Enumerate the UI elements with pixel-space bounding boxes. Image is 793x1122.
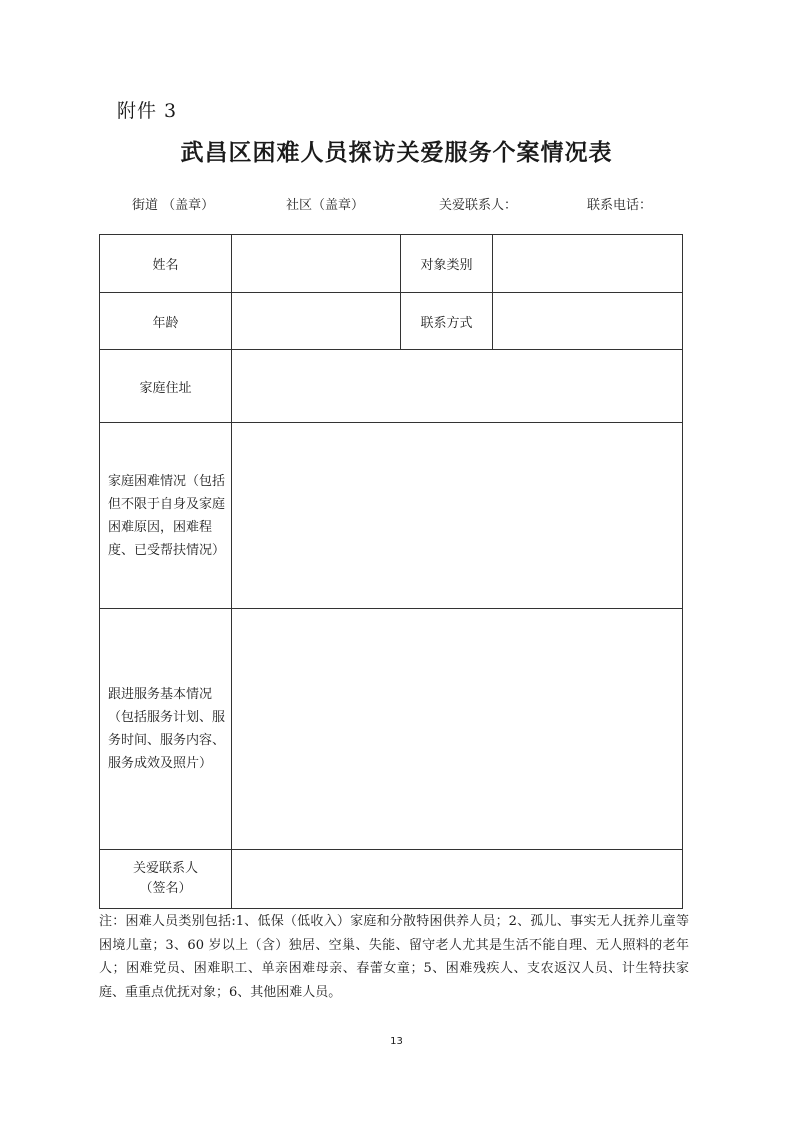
address-field[interactable] [232, 350, 683, 423]
footnote: 注：困难人员类别包括:1、低保（低收入）家庭和分散特困供养人员；2、孤儿、事实无人抚养儿童等困境儿童；3、60 岁以上（含）独居、空巢、失能、留守老人尤其是生活不能自理、无人照料的老年人；困难党员、困难职工、单亲困难母亲、春蕾女童；5、困难残疾人、支农返汉人员、计生特扶家庭、重重点优抚对象；6、其他困难人员。 [99, 914, 689, 1000]
signer-label [100, 850, 232, 909]
attachment-label: 附件 3 [117, 100, 178, 122]
page-number: 13 [390, 1036, 403, 1047]
form-row-difficulty [100, 423, 683, 609]
followup-field[interactable] [232, 609, 683, 850]
followup-label: 跟进服务基本情况（包括服务计划、服务时间、服务内容、服务成效及照片） [100, 609, 232, 850]
contact-person-label: 关爱联系人： [439, 198, 518, 213]
signer-label-line2: （签名） [139, 881, 192, 896]
form-row-signer [100, 850, 683, 909]
name-field[interactable] [232, 235, 401, 293]
form-row-name [100, 235, 683, 293]
contact-method-field[interactable] [493, 293, 683, 350]
form-row-address [100, 350, 683, 423]
case-form-table [99, 234, 683, 909]
document-title: 武昌区困难人员探访关爱服务个案情况表 [180, 139, 613, 166]
street-stamp-label: 街道 （盖章） [132, 198, 215, 213]
community-stamp-label: 社区（盖章） [286, 198, 365, 213]
form-row-followup [100, 609, 683, 850]
address-label: 家庭住址 [100, 350, 232, 423]
signer-label-line1: 关爱联系人 [132, 861, 198, 876]
category-label: 对象类别 [401, 235, 493, 293]
category-field[interactable] [493, 235, 683, 293]
difficulty-field[interactable] [232, 423, 683, 609]
name-label: 姓名 [100, 235, 232, 293]
signer-field[interactable] [232, 850, 683, 909]
difficulty-label: 家庭困难情况（包括但不限于自身及家庭困难原因，困难程度、已受帮扶情况） [100, 423, 232, 609]
contact-phone-label: 联系电话： [587, 198, 653, 213]
age-label: 年龄 [100, 293, 232, 350]
age-field[interactable] [232, 293, 401, 350]
contact-method-label: 联系方式 [401, 293, 493, 350]
form-row-age [100, 293, 683, 350]
